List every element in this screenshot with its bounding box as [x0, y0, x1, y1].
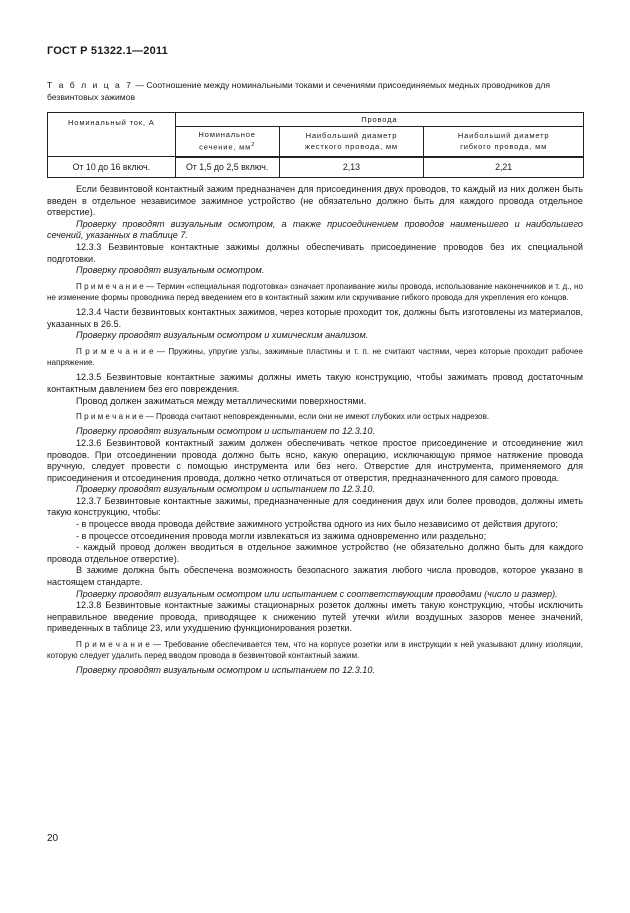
header-current: Номинальный ток, А — [48, 113, 176, 157]
paragraph: Провод должен зажиматься между металлическими поверхностями. — [76, 395, 367, 406]
table-caption-label: Т а б л и ц а 7 — [47, 80, 133, 90]
page-number: 20 — [47, 833, 59, 844]
list-item: - в процессе отсоединения провода могли извлекаться из зажима одновременно или раздельно; — [76, 530, 487, 541]
header-rigid: Наибольший диаметр жесткого провода, мм — [279, 127, 424, 157]
clause-12-3-5: 12.3.5 Безвинтовые контактные зажимы должны иметь такую конструкцию, чтобы зажимать провод достаточным контактным давлением без его повреждения. — [47, 372, 583, 394]
note: П р и м е ч а н и е — Пружины, упругие узлы, зажимные пластины и т. п. не считают частями, через которые проходит рабочее напряжение. — [47, 346, 583, 368]
body-text — [47, 184, 583, 677]
note: П р и м е ч а н и е — Требование обеспечивается тем, что на корпусе розетки или в инструкции к ней указывают длину изоляции, которую следует удалить перед вводом провода в безвинтовой контактный зажим. — [47, 640, 583, 661]
paragraph: Если безвинтовой контактный зажим предназначен для присоединения двух проводов, то каждый из них должен быть введен в отдельное независимое зажимное устройство (не обязательно должно быть для каждого провода отдельное отверстие). — [47, 184, 583, 218]
cell-current: От 10 до 16 включ. — [48, 157, 176, 178]
table-row — [48, 157, 584, 178]
check-paragraph: Проверку проводят визуальным осмотром и испытанием по 12.3.10. — [76, 426, 375, 437]
cell-rigid: 2,13 — [279, 157, 424, 178]
standard-header: ГОСТ Р 51322.1—2011 — [47, 45, 168, 57]
paragraph: В зажиме должна быть обеспечена возможность безопасного зажатия любого числа проводов, которое указано в настоящем стандарте. — [47, 565, 583, 588]
check-paragraph: Проверку проводят визуальным осмотром и испытанием по 12.3.10. — [76, 665, 375, 676]
clause-12-3-6: 12.3.6 Безвинтовой контактный зажим должен обеспечивать четкое простое присоединение и отсоединение жил проводов. При отсоединении провода должно быть ясно, какую операцию, исключающую прямое натяжение провода вручную, следует провести с помощью инструмента или без него. Отверстие для инструмента, применяемого для присоединения и отсоединения провода, должно четко отличаться от отверстия, предназначенного для самого провода. — [47, 437, 583, 483]
clause-12-3-4: 12.3.4 Части безвинтовых контактных зажимов, через которые проходит ток, должны быть изготовлены из материалов, указанных в 26.5. — [47, 307, 583, 329]
cell-flexible: 2,21 — [424, 157, 584, 178]
check-paragraph: Проверку проводят визуальным осмотром и химическим анализом. — [76, 330, 369, 341]
clause-12-3-3: 12.3.3 Безвинтовые контактные зажимы должны обеспечивать присоединение проводов без их специальной подготовки. — [47, 241, 583, 264]
header-flexible: Наибольший диаметр гибкого провода, мм — [424, 127, 584, 157]
note: П р и м е ч а н и е — Термин «специальная подготовка» означает пропаивание жилы провода, использование наконечников и т. д., но не изменение формы проводника перед введением его в контактный зажим или скручивание гибкого провода для укрепления его концов. — [47, 281, 583, 302]
table-caption-text: — Соотношение между номинальными токами и сечениями присоединяемых медных проводников для безвинтовых зажимов — [47, 80, 551, 102]
clause-12-3-7: 12.3.7 Безвинтовые контактные зажимы, предназначенные для соединения двух или более проводов, должны иметь такую конструкцию, чтобы: — [47, 495, 583, 518]
check-paragraph: Проверку проводят визуальным осмотром или испытанием с соответствующим проводами (число и размер). — [76, 588, 558, 599]
cell-section: От 1,5 до 2,5 включ. — [175, 157, 279, 178]
clause-12-3-8: 12.3.8 Безвинтовые контактные зажимы стационарных розеток должны иметь такую конструкцию, чтобы исключить неправильное введение провода, приводящее к снижению путей утечки и/или воздушных зазоров менее значений, приведенных в таблице 23, или ухудшению функционирования розетки. — [47, 600, 583, 634]
check-paragraph: Проверку проводят визуальным осмотром и испытанием по 12.3.10. — [76, 484, 375, 495]
header-section: Номинальное сечение, $мм^2$ — [175, 127, 279, 157]
table-caption — [47, 80, 587, 103]
header-wires: Провода — [175, 113, 583, 127]
wire-section-table — [47, 112, 584, 178]
check-paragraph: Проверку проводят визуальным осмотром, а также присоединением проводов наименьшего и наибольшего сечений, указанных в таблице 7. — [47, 218, 583, 241]
note: П р и м е ч а н и е — Провода считают неповрежденными, если они не имеют глубоких или острых надрезов. — [76, 412, 490, 422]
check-paragraph: Проверку проводят визуальным осмотром. — [76, 265, 265, 276]
list-item: - каждый провод должен вводиться в отдельное зажимное устройство (не обязательно должно быть для каждого провода отдельное отверстие). — [47, 542, 583, 564]
list-item: - в процессе ввода провода действие зажимного устройства одного из них было независимо от действия другого; — [76, 519, 558, 530]
